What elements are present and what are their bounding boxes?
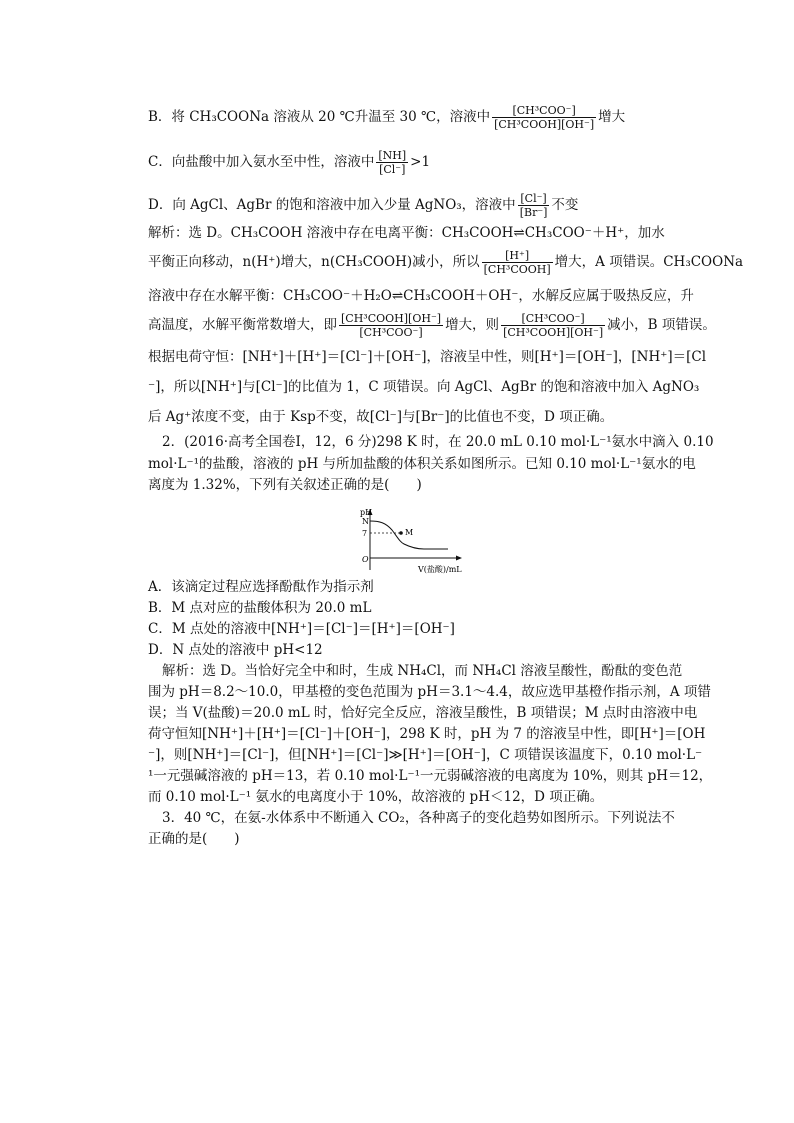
q2-option-d: D．N 点处的溶液中 pH<12 xyxy=(148,642,323,658)
explanation-2-line-1: 解析：选 D。当恰好完全中和时，生成 NH₄Cl，而 NH₄Cl 溶液呈酸性，酚酞的变色范 xyxy=(162,663,683,679)
q2-option-c: C．M 点处的溶液中[NH⁺]＝[Cl⁻]＝[H⁺]＝[OH⁻] xyxy=(148,621,455,637)
numerator: [NH] xyxy=(378,149,407,162)
explanation-1-line-1: 解析：选 D。CH₃COOH 溶液中存在电离平衡：CH₃COOH⇌CH₃COO⁻＋H⁺，加水 xyxy=(148,225,665,241)
option-b-tail: 增大 xyxy=(598,109,626,125)
numerator: [CH³COO⁻] xyxy=(501,312,605,326)
numerator: [CH³COOH][OH⁻] xyxy=(341,312,442,325)
denominator: [CH³COOH] xyxy=(483,263,551,276)
origin-label: O xyxy=(362,555,369,564)
fraction xyxy=(501,312,605,339)
explanation-1-line-6: ⁻]，所以[NH⁺]与[Cl⁻]的比值为 1，C 项错误。向 AgCl、AgBr 的饱和溶液中加入 AgNO₃ xyxy=(148,379,700,395)
explanation-1-line-4 xyxy=(148,312,716,339)
text: 增大，则 xyxy=(445,317,500,333)
q2-option-b: B．M 点对应的盐酸体积为 20.0 mL xyxy=(148,600,372,616)
option-c-text: C．向盐酸中加入氨水至中性，溶液中 xyxy=(148,154,375,170)
explanation-2-line-3: 误；当 V(盐酸)＝20.0 mL 时，恰好完全反应，溶液呈酸性，B 项错误；M 点时由溶液中电 xyxy=(148,705,698,721)
denominator: [CH³COOH][OH⁻] xyxy=(503,326,604,339)
explanation-2-line-2: 围为 pH＝8.2～10.0，甲基橙的变色范围为 pH＝3.1～4.4，故应选甲基橙作指示剂，A 项错 xyxy=(148,684,711,700)
question-3-line-1: 3．40 ℃，在氨-水体系中不断通入 CO₂，各种离子的变化趋势如图所示。下列说法不 xyxy=(162,810,675,826)
option-b xyxy=(148,104,625,131)
y-axis-label: pH xyxy=(360,508,373,517)
denominator: [CH³COO⁻] xyxy=(359,326,423,339)
option-d-text: D．向 AgCl、AgBr 的饱和溶液中加入少量 AgNO₃，溶液中 xyxy=(148,197,516,213)
option-d-tail: 不变 xyxy=(551,197,579,213)
explanation-1-line-7: 后 Ag⁺浓度不变，由于 Ksp不变，故[Cl⁻]与[Br⁻]的比值也不变，D 项正确。 xyxy=(148,409,614,425)
fraction xyxy=(482,249,553,276)
denominator: [Br⁻] xyxy=(519,206,548,219)
fraction xyxy=(376,149,408,176)
option-c xyxy=(148,149,430,176)
denominator: [CH³COOH][OH⁻] xyxy=(494,118,595,131)
explanation-2-line-6: ¹一元强碱溶液的 pH＝13，若 0.10 mol·L⁻¹一元弱碱溶液的电离度为 10%，则其 pH＝12， xyxy=(148,768,713,784)
text: 高温度，水解平衡常数增大，即 xyxy=(148,317,337,333)
text: 减小，B 项错误。 xyxy=(607,317,716,333)
text: 增大，A 项错误。CH₃COONa xyxy=(554,254,744,270)
point-m xyxy=(399,531,403,535)
explanation-1-line-2 xyxy=(148,249,743,276)
numerator: [H⁺] xyxy=(482,249,553,263)
explanation-2-line-4: 荷守恒知[NH⁺]＋[H⁺]＝[Cl⁻]＋[OH⁻]，298 K 时，pH 为 7 的溶液呈中性，即[H⁺]＝[OH xyxy=(148,726,706,742)
explanation-1-line-3: 溶液中存在水解平衡：CH₃COO⁻＋H₂O⇌CH₃COOH＋OH⁻，水解反应属于吸热反应，升 xyxy=(148,288,694,304)
titration-curve-figure xyxy=(338,508,468,576)
x-axis-label: V(盐酸)/mL xyxy=(418,565,462,574)
option-b-text: B．将 CH₃COONa 溶液从 20 ℃升温至 30 ℃，溶液中 xyxy=(148,109,491,125)
option-d xyxy=(148,192,578,219)
question-2-line-1: 2．(2016·高考全国卷Ⅰ，12，6 分)298 K 时，在 20.0 mL 0.10 mol·L⁻¹氨水中滴入 0.10 xyxy=(162,434,714,450)
x-axis-arrow-icon xyxy=(456,556,462,561)
explanation-2-line-7: 而 0.10 mol·L⁻¹ 氨水的电离度小于 10%，故溶液的 pH＜12，D 项正确。 xyxy=(148,789,604,805)
numerator: [CH³COO⁻] xyxy=(492,104,596,118)
explanation-2-line-5: ⁻]，则[NH⁺]＝[Cl⁻]，但[NH⁺]＝[Cl⁻]≫[H⁺]＝[OH⁻]，C 项错误该温度下，0.10 mol·L⁻ xyxy=(148,747,703,763)
fraction xyxy=(518,192,550,219)
label-7: 7 xyxy=(362,529,368,538)
option-c-tail: >1 xyxy=(410,154,431,170)
question-2-line-3: 离度为 1.32%，下列有关叙述正确的是( ) xyxy=(148,477,422,493)
question-2-line-2: mol·L⁻¹的盐酸，溶液的 pH 与所加盐酸的体积关系如图所示。已知 0.10 mol·L⁻¹氨水的电 xyxy=(148,456,696,472)
fraction xyxy=(492,104,596,131)
question-3-line-2: 正确的是( ) xyxy=(148,831,240,847)
label-n: N xyxy=(362,517,369,526)
label-m: M xyxy=(405,528,414,537)
numerator: [Cl⁻] xyxy=(518,192,550,206)
fraction xyxy=(339,312,443,339)
denominator: [Cl⁻] xyxy=(379,163,406,176)
explanation-1-line-5: 根据电荷守恒：[NH⁺]＋[H⁺]＝[Cl⁻]＋[OH⁻]，溶液呈中性，则[H⁺]＝[OH⁻]，[NH⁺]＝[Cl xyxy=(148,349,707,365)
text: 平衡正向移动，n(H⁺)增大，n(CH₃COOH)减小，所以 xyxy=(148,254,480,270)
q2-option-a: A．该滴定过程应选择酚酞作为指示剂 xyxy=(148,579,374,595)
